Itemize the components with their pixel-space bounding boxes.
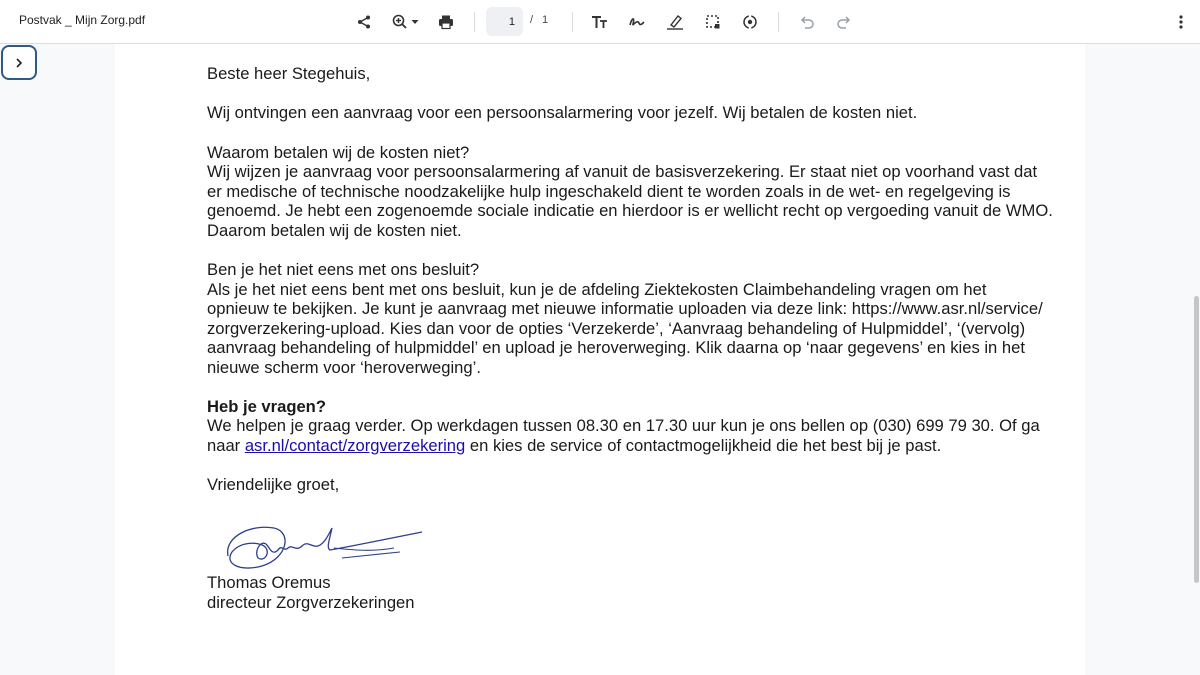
add-text-button[interactable] <box>587 9 613 35</box>
letter-greeting: Beste heer Stegehuis, <box>207 64 371 83</box>
paragraph-line: Als je het niet eens bent met ons besluit, kun je de afdeling Ziektekosten Claimbehandeling vragen om het <box>207 280 987 299</box>
paragraph-line: opnieuw te bekijken. Je kunt je aanvraag met nieuwe informatie uploaden via deze link: https://www.asr.nl/service/ <box>207 299 1043 318</box>
questions-heading: Heb je vragen? <box>207 397 326 416</box>
pdf-toolbar <box>0 0 1200 44</box>
letter-intro: Wij ontvingen een aanvraag voor een persoonsalarmering voor jezelf. Wij betalen de kosten niet. <box>207 103 918 122</box>
zoom-in-icon <box>392 14 410 30</box>
redo-button[interactable] <box>831 9 857 35</box>
text-recognition-icon <box>742 14 758 30</box>
page-total: 1 <box>542 14 549 26</box>
text-recognition-button[interactable] <box>737 9 763 35</box>
paragraph-line: Daarom betalen wij de kosten niet. <box>207 221 462 240</box>
toolbar-divider <box>474 12 475 32</box>
zoom-button[interactable] <box>387 9 425 35</box>
document-title: Postvak _ Mijn Zorg.pdf <box>19 13 146 27</box>
letter-closing: Vriendelijke groet, <box>207 475 340 494</box>
share-icon <box>356 14 372 30</box>
select-area-button[interactable] <box>700 9 726 35</box>
chevron-down-icon <box>410 17 420 27</box>
redo-icon <box>836 14 852 30</box>
signer-name: Thomas Oremus <box>207 573 331 592</box>
highlight-button[interactable] <box>662 9 688 35</box>
print-button[interactable] <box>433 9 459 35</box>
paragraph-line: er medische of technische noodzakelijke hulp ingeschakeld dient te worden zoals in de wet- en regelgeving is <box>207 182 1011 201</box>
paragraph-line: zorgverzekering-upload. Kies dan voor de opties ‘Verzekerde’, ‘Aanvraag behandeling of Hulpmiddel’, ‘(vervolg) <box>207 319 1026 338</box>
vertical-scrollbar[interactable] <box>1194 296 1199 583</box>
section-heading: Ben je het niet eens met ons besluit? <box>207 260 480 279</box>
page-separator: / <box>530 14 534 26</box>
contact-link[interactable]: asr.nl/contact/zorgverzekering <box>244 436 466 455</box>
paragraph-line <box>207 436 941 456</box>
draw-button[interactable] <box>624 9 650 35</box>
text-segment: en kies de service of contactmogelijkheid die het best bij je past. <box>465 436 942 455</box>
toolbar-divider <box>778 12 779 32</box>
chevron-right-icon <box>14 57 24 69</box>
sidebar-toggle-button[interactable] <box>1 45 37 80</box>
text-tool-icon <box>591 14 609 30</box>
signature-image <box>222 518 427 576</box>
signer-title: directeur Zorgverzekeringen <box>207 593 415 612</box>
toolbar-divider <box>572 12 573 32</box>
print-icon <box>438 14 454 30</box>
paragraph-line: aanvraag behandeling of hulpmiddel’ en upload je heroverweging. Klik daarna op ‘naar gegevens’ en kies in het <box>207 338 1025 357</box>
draw-icon <box>628 14 646 30</box>
page-number-input[interactable]: 1 <box>486 7 523 36</box>
selection-icon <box>705 14 721 30</box>
paragraph-line: genoemd. Je hebt een zogenoemde sociale indicatie en hierdoor is er wellicht recht op vergoeding vanuit de WMO. <box>207 201 1053 220</box>
paragraph-line: We helpen je graag verder. Op werkdagen tussen 08.30 en 17.30 uur kun je ons bellen op (030) 699 79 30. Of ga <box>207 416 1040 435</box>
paragraph-line: Wij wijzen je aanvraag voor persoonsalarmering af vanuit de basisverzekering. Er staat niet op voorhand vast dat <box>207 162 1038 181</box>
paragraph-line: nieuwe scherm voor ‘heroverweging’. <box>207 358 481 377</box>
more-options-button[interactable] <box>1168 9 1194 35</box>
share-button[interactable] <box>351 9 377 35</box>
undo-button[interactable] <box>794 9 820 35</box>
highlighter-icon <box>666 14 684 30</box>
undo-icon <box>799 14 815 30</box>
text-segment: naar <box>207 436 245 455</box>
section-heading: Waarom betalen wij de kosten niet? <box>207 143 470 162</box>
more-vert-icon <box>1178 14 1184 30</box>
